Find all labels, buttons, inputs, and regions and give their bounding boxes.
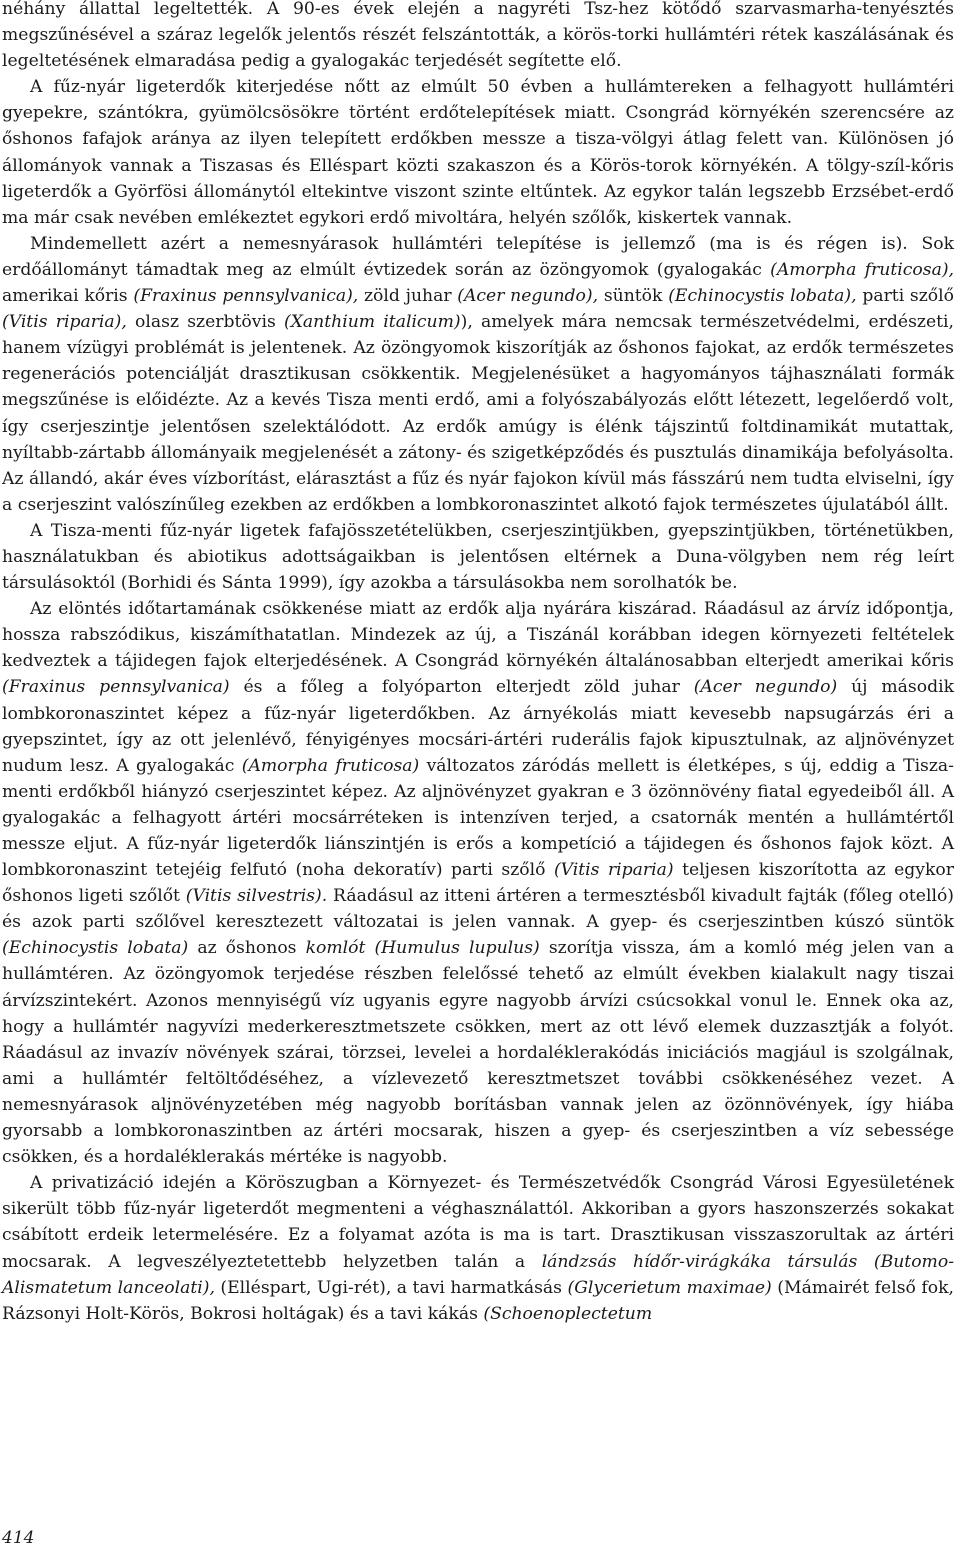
paragraph-forest-expansion: A fűz-nyár ligeterdők kiterjedése nőtt az elmúlt 50 évben a hullámtereken a felhagyott hullámtéri gyepekre, szántókra, gyümölcsösökre történt erdőtelepítések miatt. Csongrád környékén szerencsére az őshonos fafajok aránya az ilyen telepített erdőkben messze a tisza-völgyi átlag felett van. Különösen jó állományok vannak a Tiszasas és Elléspart közti szakaszon és a Körös-torok környékén. A tölgy-szíl-kőris ligeterdők a Györfösi állománytól eltekintve viszont szinte eltűntek. Az egykor talán legszebb Erzsébet-erdő ma már csak nevében emlékeztet egykori erdő mivoltára, helyén szőlők, kiskertek vannak. <box>2 77 954 228</box>
paragraph-flood-duration: Az elöntés időtartamának csökkenése miatt az erdők alja nyárára kiszárad. Ráadásul az árvíz időpontja, hossza rabszódikus, kiszámíthatatlan. Mindezek az új, a Tiszánál korábban idegen környezeti feltételek kedveztek a tájidegen fajok elterjedésének. A Csongrád környékén általánosabban elterjedt amerikai kőris (Fraxinus pennsylvanica) és a főleg a folyóparton elterjedt zöld juhar (Acer negundo) új második lombkoronaszintet képez a fűz-nyár ligeterdőkben. Az árnyékolás miatt kevesebb napsugárzás éri a gyepszintet, így az ott jelenlévő, fényigényes mocsári-ártéri ruderális fajok kipusztulnak, az aljnövényzet nudum lesz. A gyalogakác (Amorpha fruticosa) változatos záródás mellett is életképes, s új, eddig a Tisza-menti erdőkből hiányzó cserjeszintet képez. Az aljnövényzet gyakran e 3 özönnövény fiatal egyedeiből áll. A gyalogakác a felhagyott ártéri mocsárréteken is intenzíven terjed, a csatornák mentén a hullámtértől messze eljut. A fűz-nyár ligeterdők liánszintjén is erős a kompetíció a tájidegen és őshonos fajok közt. A lombkoronaszint tetejéig felfutó (noha dekoratív) parti szőlő (Vitis riparia) teljesen kiszorította az egykor őshonos ligeti szőlőt (Vitis silvestris). Ráadásul az itteni ártéren a termesztésből kivadult fajták (főleg otelló) és azok parti szőlővel keresztezett változatai is jelen vannak. A gyep- és cserjeszintben kúszó süntök (Echinocystis lobata) az őshonos komlót (Humulus lupulus) szorítja vissza, ám a komló még jelen van a hullámtéren. Az özöngyomok terjedése részben felelőssé tehető az elmúlt években kialakult nagy tiszai árvízszintekért. Azonos mennyiségű víz ugyanis egyre nagyobb árvízi csúcsokkal vonul le. Ennek oka az, hogy a hullámtér nagyvízi mederkeresztmetszete csökken, mert az ott lévő elemek duzzasztják a folyót. Ráadásul az invazív növények szárai, törzsei, levelei a hordaléklerakódás iniciációs magjául is szolgálnak, ami a hullámtér feltöltődéséhez, a vízlevezető keresztmetszet további csökkenéséhez vezet. A nemesnyárasok aljnövényzetében még nagyobb borításban vannak jelen az özönnövények, így hiába gyorsabb a lombkoronaszintben az ártéri mocsarak, hiszen a gyep- és cserjeszintben a víz sebessége csökken, és a hordaléklerakás mértéke is nagyobb. <box>2 599 955 1168</box>
page-number: 414 <box>2 1528 35 1548</box>
paragraph-tisza-forests: A Tisza-menti fűz-nyár ligetek fafajösszetételükben, cserjeszintjükben, gyepszintjükben, történetükben, használatukban és abiotikus adottságaikban is jelentősen eltérnek a Duna-völgyben nem rég leírt társulásoktól (Borhidi és Sánta 1999), így azokba a társulásokba nem sorolhatók be. <box>2 520 954 594</box>
paragraph-invasive-species: Mindemellett azért a nemesnyárasok hullámtéri telepítése is jellemző (ma is és régen is). Sok erdőállományt támadtak meg az elmúlt évtizedek során az özöngyomok (gyalogakác (Amorpha fruticosa), amerikai kőris (Fraxinus pennsylvanica), zöld juhar (Acer negundo), süntök (Echinocystis lobata), parti szőlő (Vitis riparia), olasz szerbtövis (Xanthium italicum)), amelyek mára nemcsak természetvédelmi, erdészeti, hanem vízügyi problémát is jelentenek. Az özöngyomok kiszorítják az őshonos fajokat, az erdők természetes regenerációs potenciálját drasztikusan csökkentik. Megjelenésüket a hagyományos tájhasználati formák megszűnése is előidézte. Az a kevés Tisza menti erdő, ami a folyószabályozás előtt létezett, legelőerdő volt, így cserjeszintje jelentősen szelektálódott. Az erdők amúgy is élénk tájszintű foltdinamikát mutattak, nyíltabb-zártabb állományaik megjelenését a zátony- és szigetképződés és pusztulás dinamikája befolyásolta. Az állandó, akár éves vízborítást, elárasztást a fűz és nyár fajokon kívül más fásszárú nem tudta elviselni, így a cserjeszint valószínűleg ezekben az erdőkben a lombkoronaszintet alkotó fajok természetes újulatából állt. <box>2 233 955 515</box>
paragraph-continuation: néhány állattal legeltették. A 90-es évek elején a nagyréti Tsz-hez kötődő szarvasmarha-tenyésztés megszűnésével a száraz legelők jelentős részét felszántották, a körös-torki hullámtéri rétek kaszálásának és legeltetésének elmaradása pedig a gyalogakác terjedését segítette elő. <box>2 0 954 72</box>
body-text <box>2 0 954 1327</box>
paragraph-privatization: A privatizáció idején a Köröszugban a Környezet- és Természetvédők Csongrád Városi Egyesületének sikerült több fűz-nyár ligeterdőt megmenteni a véghasználattól. Akkoriban a gyors haszonszerzés sokakat csábított erdeik letermelésére. Ez a folyamat azóta is ma is tart. Drasztikusan visszaszorultak az ártéri mocsarak. A legveszélyeztetettebb helyzetben talán a lándzsás hídőr-virágkáka társulás (Butomo-Alismatetum lanceolati), (Elléspart, Ugi-rét), a tavi harmatkásás (Glycerietum maximae) (Mámairét felső fok, Rázsonyi Holt-Körös, Bokrosi holtágak) és a tavi kákás (Schoenoplectetum <box>2 1173 955 1324</box>
